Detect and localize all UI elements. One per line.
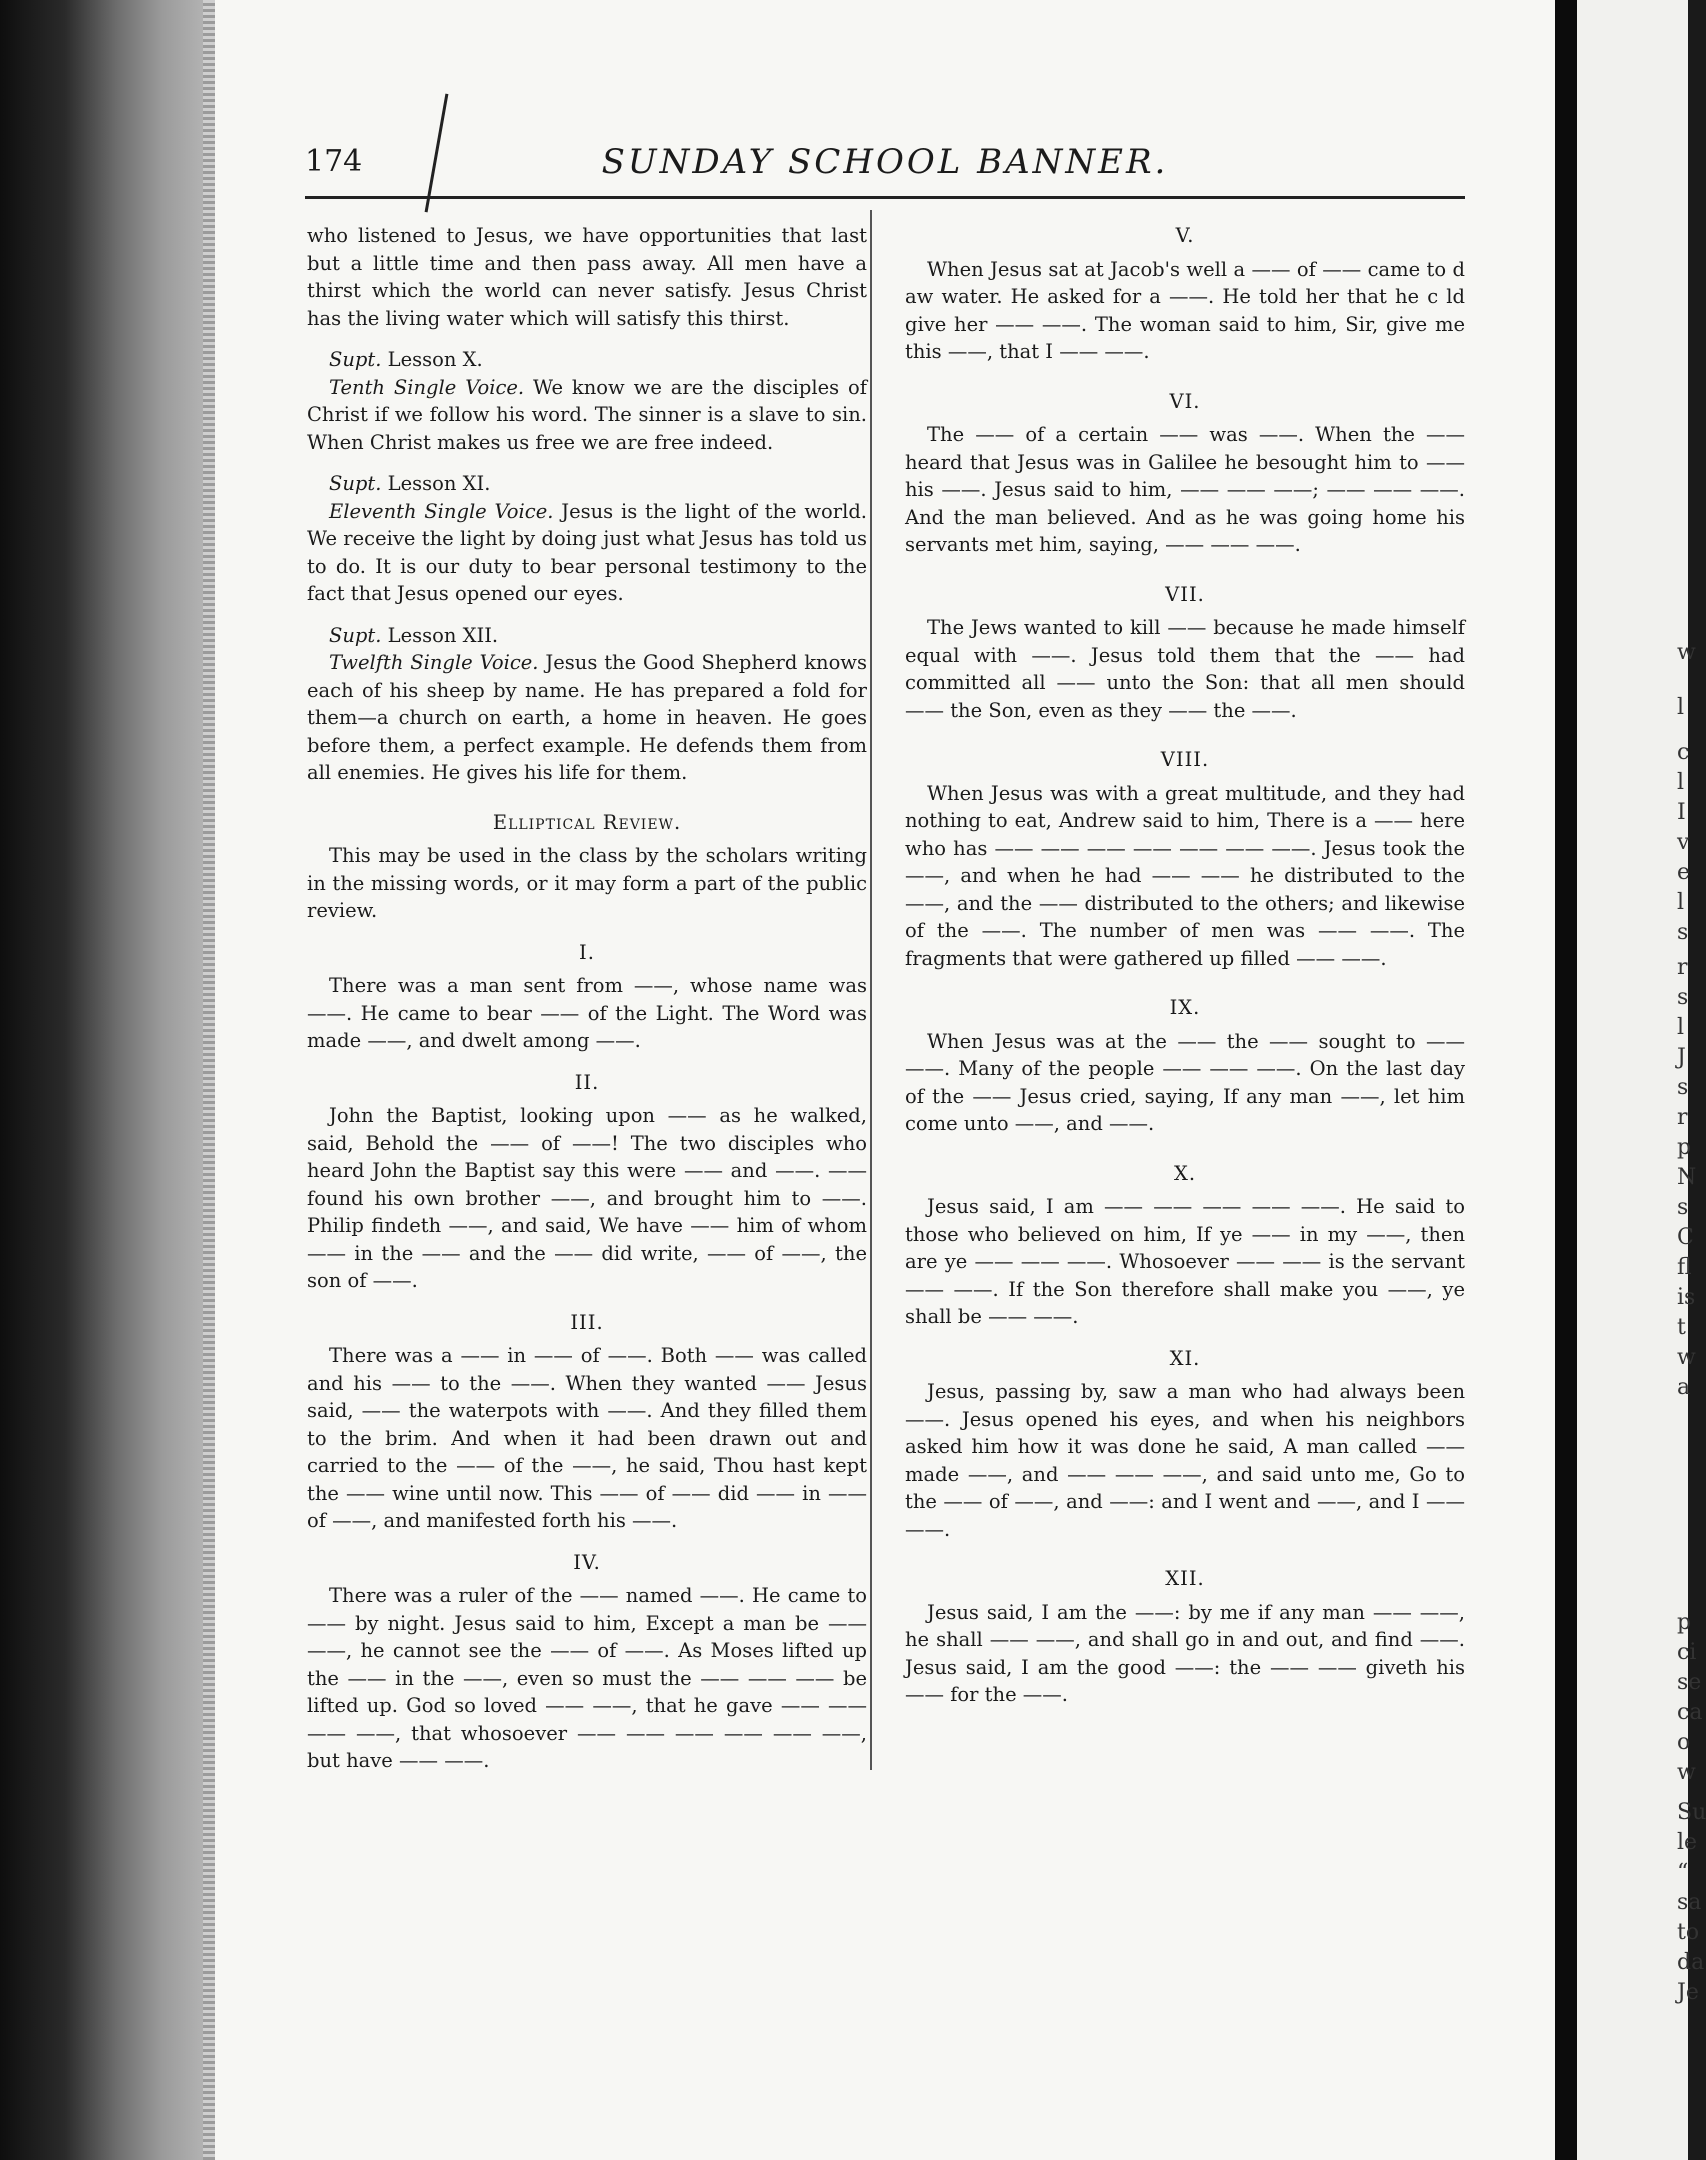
adjacent-page-fragment: s [1677, 920, 1689, 945]
section-number: VI. [1169, 389, 1201, 413]
lesson-text: Tenth Single Voice. We know we are the disciples of Christ if we follow his word. The sinner is a slave to sin. When Christ makes us free we are free indeed. [307, 375, 867, 454]
adjacent-page-fragment: w [1677, 1760, 1696, 1785]
adjacent-page-fragment: “ [1677, 1860, 1689, 1885]
intro-paragraph: who listened to Jesus, we have opportunities that last but a little time and then pass away. All men have a thirst which the world can never satisfy. Jesus Christ has the living water which will satisfy this thirst. [307, 224, 867, 330]
section-number: XII. [1165, 1567, 1205, 1590]
section-number: IV. [573, 1550, 601, 1574]
adjacent-page-fragment: le [1677, 1830, 1698, 1855]
header-rule [305, 196, 1465, 199]
adjacent-page-fragment: N [1677, 1165, 1697, 1190]
column-divider [870, 210, 872, 1770]
section-number: V. [1175, 224, 1195, 247]
section-number: VII. [1165, 582, 1205, 606]
adjacent-page-fragment: a [1677, 1375, 1691, 1400]
adjacent-page-fragment: Su [1677, 1800, 1706, 1825]
section-text: There was a —— in —— of ——. Both —— was called and his —— to the ——. When they wanted —— Jesus said, —— the waterpots with ——. And they filled them to the brim. And when it had been drawn out and carried to the —— of the ——, he said, Thou hast kept the —— wine until now. This —— of —— did —— in —— of ——, and manifested forth his ——. [307, 1344, 867, 1532]
lesson-block [307, 346, 867, 456]
lesson-block [307, 622, 867, 787]
book-binding-edge [0, 0, 215, 2160]
section-text: When Jesus was at the —— the —— sought to —— ——. Many of the people —— —— ——. On the last day of the —— Jesus cried, saying, If any man ——, let him come unto ——, and ——. [905, 1029, 1465, 1135]
lesson-heading: Supt. Lesson XI. [329, 472, 491, 495]
adjacent-page-fragment: t [1677, 1315, 1686, 1340]
section-number: IX. [1169, 996, 1201, 1019]
left-column [307, 222, 867, 1775]
adjacent-page-fragment: v [1677, 830, 1690, 855]
adjacent-page-fragment: to [1677, 1920, 1700, 1945]
right-column [905, 222, 1465, 1709]
adjacent-page-fragment: s [1677, 1075, 1689, 1100]
adjacent-page-fragment: r [1677, 955, 1688, 980]
page-number: 174 [305, 144, 363, 179]
section-number: II. [574, 1070, 600, 1094]
review-heading: Elliptical Review. [492, 810, 682, 834]
lesson-heading: Supt. Lesson X. [329, 348, 483, 371]
adjacent-page-fragment: l [1677, 695, 1685, 720]
lesson-text: Twelfth Single Voice. Jesus the Good Shepherd knows each of his sheep by name. He has prepared a fold for them—a church on earth, a home in heaven. He goes before them, a perfect example. He defends them from all enemies. He gives his life for them. [307, 651, 868, 784]
section-text: The —— of a certain —— was ——. When the —— heard that Jesus was in Galilee he besought him to —— his ——. Jesus said to him, —— —— ——; —— —— ——. And the man believed. And as he was going home his servants met him, saying, —— —— ——. [905, 423, 1465, 556]
adjacent-page-fragment: I [1677, 800, 1686, 825]
section-text: John the Baptist, looking upon —— as he walked, said, Behold the —— of ——! The two disciples who heard John the Baptist say this were —— and ——. —— found his own brother ——, and brought him to ——. Philip findeth ——, and said, We have —— him of whom —— in the —— and the —— did write, —— of ——, the son of ——. [307, 1104, 867, 1292]
adjacent-page-fragment: w [1677, 640, 1696, 665]
adjacent-page-fragment: e [1677, 860, 1691, 885]
page-header [305, 138, 1465, 188]
section-text: The Jews wanted to kill —— because he made himself equal with ——. Jesus told them that the —— had committed all —— unto the Son: that all men should —— the Son, even as they —— the ——. [905, 616, 1465, 722]
section-text: When Jesus was with a great multitude, and they had nothing to eat, Andrew said to him, There is a —— here who has —— —— —— —— —— —— ——. Jesus took the ——, and when he had —— —— he distributed to the ——, and the —— distributed to the others; and likewise of the ——. The number of men was —— ——. The fragments that were gathered up filled —— ——. [905, 781, 1465, 970]
adjacent-page-fragment: c [1677, 740, 1690, 765]
section-number: XI. [1169, 1346, 1201, 1370]
document-page [215, 0, 1555, 2160]
adjacent-page-fragment: r [1677, 1105, 1688, 1130]
adjacent-page-fragment: da [1677, 1950, 1705, 1975]
lesson-heading: Supt. Lesson XII. [329, 623, 499, 647]
review-intro: This may be used in the class by the scholars writing in the missing words, or it may form a part of the public review. [307, 844, 867, 922]
section-text: Jesus said, I am —— —— —— —— ——. He said to those who believed on him, If ye —— in my ——, then are ye —— —— ——. Whosoever —— —— is the servant —— ——. If the Son therefore shall make you ——, ye shall be —— ——. [905, 1195, 1465, 1328]
page-title: SUNDAY SCHOOL BANNER. [601, 142, 1169, 182]
section-text: There was a man sent from ——, whose name was ——. He came to bear —— of the Light. The Word was made ——, and dwelt among ——. [307, 974, 867, 1052]
adjacent-page-edge [1577, 0, 1706, 2160]
section-text: There was a ruler of the —— named ——. He came to —— by night. Jesus said to him, Except a man be —— ——, he cannot see the —— of ——. As Moses lifted up the —— in the ——, even so must the —— —— —— be lifted up. God so loved —— ——, that he gave —— —— —— ——, that whosoever —— —— —— —— —— ——, but have —— ——. [307, 1584, 867, 1772]
adjacent-page-fragment: is [1677, 1285, 1696, 1310]
adjacent-page-fragment: J [1677, 1045, 1686, 1070]
section-number: I. [579, 940, 595, 964]
adjacent-page-fragment: s [1677, 985, 1689, 1010]
lesson-text: Eleventh Single Voice. Jesus is the light of the world. We receive the light by doing just what Jesus has told us to do. It is our duty to bear personal testimony to the fact that Jesus opened our eyes. [307, 499, 868, 605]
section-text: Jesus said, I am the ——: by me if any man —— ——, he shall —— ——, and shall go in and out, and find ——. Jesus said, I am the good ——: the —— —— giveth his —— for the ——. [905, 1600, 1465, 1706]
section-text: When Jesus sat at Jacob's well a —— of —— came to d aw water. He asked for a ——. He told her that he c ld give her —— ——. The woman said to him, Sir, give me this ——, that I —— ——. [905, 257, 1465, 363]
adjacent-page-fragment: p [1677, 1610, 1692, 1635]
section-text: Jesus, passing by, saw a man who had always been ——. Jesus opened his eyes, and when his neighbors asked him how it was done he said, A man called —— made ——, and —— —— ——, and said unto me, Go to the —— of ——, and ——: and I went and ——, and I —— ——. [905, 1380, 1465, 1541]
section-number: III. [570, 1310, 604, 1334]
adjacent-page-fragment: ci [1677, 1640, 1697, 1665]
adjacent-page-fragment: p [1677, 1135, 1692, 1160]
section-number: VIII. [1160, 748, 1210, 771]
adjacent-page-fragment: se [1677, 1670, 1702, 1695]
lesson-block [307, 470, 867, 608]
adjacent-page-fragment: o [1677, 1730, 1691, 1755]
page-gutter [1555, 0, 1577, 2160]
adjacent-page-fragment: ca [1677, 1700, 1703, 1725]
adjacent-page-fragment: C [1677, 1225, 1694, 1250]
adjacent-page-fragment: l [1677, 770, 1685, 795]
adjacent-page-fragment: sa [1677, 1890, 1702, 1915]
adjacent-page-fragment: l [1677, 890, 1685, 915]
adjacent-page-fragment: l [1677, 1015, 1685, 1040]
section-number: X. [1173, 1161, 1197, 1185]
adjacent-page-fragment: w [1677, 1345, 1696, 1370]
adjacent-page-fragment: s [1677, 1195, 1689, 1220]
adjacent-page-fragment: fl [1677, 1255, 1692, 1280]
adjacent-page-fragment: Je [1677, 1980, 1699, 2005]
